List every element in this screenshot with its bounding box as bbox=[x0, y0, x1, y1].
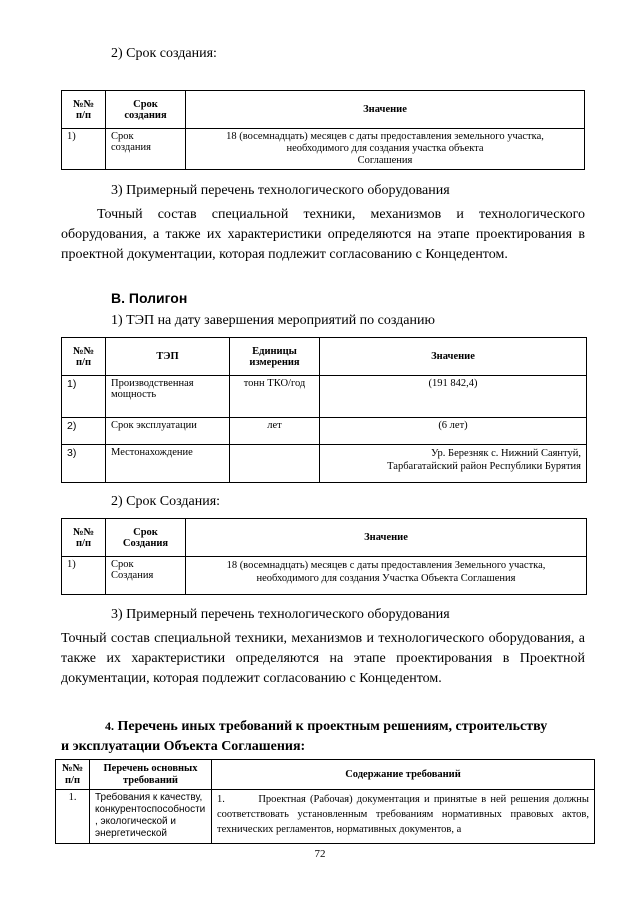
cell-number: 1. bbox=[56, 790, 90, 844]
cell-requirement: Требования к качеству, конкурентоспособности , экологической и энергетической bbox=[90, 790, 212, 844]
cell-value: 18 (восемнадцать) месяцев с даты предоставления земельного участка, необходимого для создания участка объекта Соглашения bbox=[186, 129, 585, 170]
tep-table bbox=[61, 337, 587, 483]
cell-number: 1) bbox=[62, 557, 106, 595]
cell-term: Срок создания bbox=[106, 129, 186, 170]
cell-number: 1) bbox=[62, 376, 106, 418]
cell-value: 18 (восемнадцать) месяцев с даты предоставления Земельного участка, необходимого для создания Участка Объекта Соглашения bbox=[186, 557, 587, 595]
header-number: №№ п/п bbox=[62, 91, 106, 129]
cell-tep: Производственная мощность bbox=[106, 376, 230, 418]
tep-header-tep: ТЭП bbox=[106, 338, 230, 376]
header-content: Содержание требований bbox=[212, 760, 595, 790]
cell-number: 1) bbox=[62, 129, 106, 170]
heading-term-creation: 2) Срок создания: bbox=[111, 46, 217, 61]
header-requirements: Перечень основных требований bbox=[90, 760, 212, 790]
table-row bbox=[62, 445, 587, 483]
header-value: Значение bbox=[186, 519, 587, 557]
cell-value: Ур. Березняк с. Нижний Саянтуй, Тарбагатайский район Республики Бурятия bbox=[320, 445, 587, 483]
page-number: 72 bbox=[314, 848, 326, 860]
tep-header-value: Значение bbox=[320, 338, 587, 376]
heading-term-creation-b: 2) Срок Создания: bbox=[111, 494, 221, 509]
cell-units: тонн ТКО/год bbox=[230, 376, 320, 418]
header-term: Срок Создания bbox=[106, 519, 186, 557]
header-number: №№ п/п bbox=[56, 760, 90, 790]
term-table-1 bbox=[61, 90, 585, 170]
cell-value: (6 лет) bbox=[320, 418, 587, 445]
cell-units bbox=[230, 445, 320, 483]
heading-equipment-list-b: 3) Примерный перечень технологического оборудования bbox=[111, 607, 450, 622]
header-value: Значение bbox=[186, 91, 585, 129]
cell-number: 3) bbox=[62, 445, 106, 483]
section-4-number: 4. bbox=[105, 719, 114, 733]
tep-header-number: №№ п/п bbox=[62, 338, 106, 376]
table-row bbox=[62, 376, 587, 418]
tep-header-units: Единицы измерения bbox=[230, 338, 320, 376]
term-table-b bbox=[61, 518, 587, 595]
section-title-landfill: B. Полигон bbox=[111, 290, 188, 306]
paragraph-equipment: Точный состав специальной техники, механизмов и технологического оборудования, а также их характеристики определяются на этапе проектирования в проектной документации, которая подлежит согласованию с Концедентом. bbox=[61, 207, 585, 262]
cell-number: 2) bbox=[62, 418, 106, 445]
cell-tep: Срок эксплуатации bbox=[106, 418, 230, 445]
cell-units: лет bbox=[230, 418, 320, 445]
cell-tep: Местонахождение bbox=[106, 445, 230, 483]
section-4-title bbox=[61, 716, 587, 757]
paragraph-equipment-b: Точный состав специальной техники, механизмов и технологического оборудования, а также их характеристики определяются на этапе проектирования в Проектной документации, которая подлежит согласованию с Концедентом. bbox=[61, 631, 585, 686]
cell-value: (191 842,4) bbox=[320, 376, 587, 418]
heading-tep: 1) ТЭП на дату завершения мероприятий по созданию bbox=[111, 313, 435, 328]
table-row bbox=[62, 418, 587, 445]
cell-content: 1. Проектная (Рабочая) документация и принятые в ней решения должны соответствовать установленным требованиям нормативных правовых актов, технических регламентов, нормативных документов, а bbox=[212, 790, 595, 844]
section-4-title-line2: и эксплуатации Объекта Соглашения: bbox=[61, 739, 306, 754]
section-4-title-line1: Перечень иных требований к проектным решениям, строительству bbox=[117, 719, 548, 734]
requirements-table bbox=[55, 759, 595, 844]
cell-term: Срок Создания bbox=[106, 557, 186, 595]
header-term: Срок создания bbox=[106, 91, 186, 129]
heading-equipment-list: 3) Примерный перечень технологического оборудования bbox=[111, 183, 450, 198]
header-number: №№ п/п bbox=[62, 519, 106, 557]
